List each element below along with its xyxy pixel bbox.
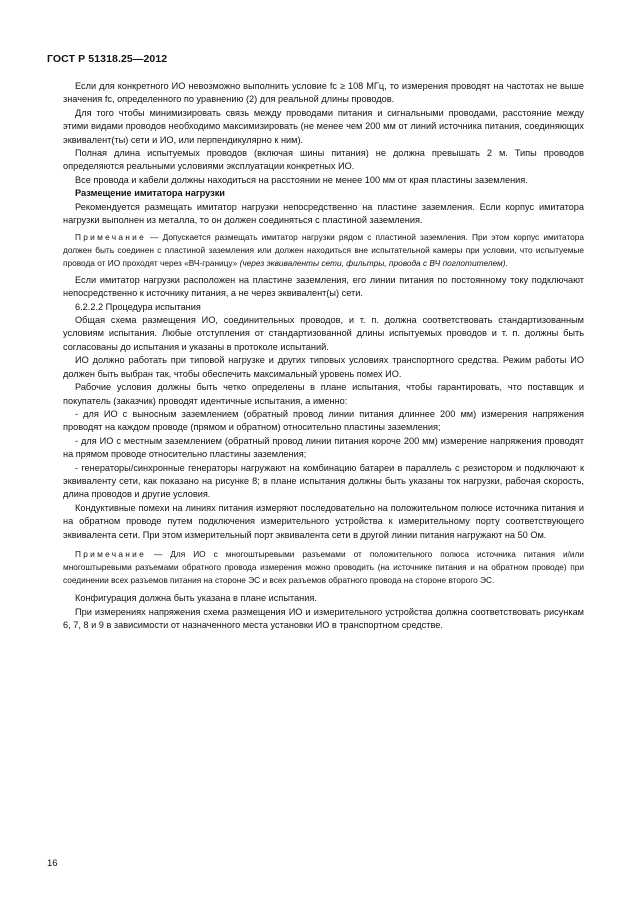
paragraph: Конфигурация должна быть указана в плане испытания.: [75, 593, 317, 604]
note: [63, 231, 584, 269]
note-text: — Допускается размещать имитатор нагрузки рядом с пластиной заземления. При этом корпус имитатора должен быть соединен с пластиной заземления или должен находиться вне испытательной камеры при условии, что испытуемые провода от ИО проходят через «ВЧ-границу»: [63, 232, 584, 269]
paragraph: Рекомендуется размещать имитатор нагрузки непосредственно на пластине заземления. Если корпус имитатора нагрузки выполнен из металла, то он должен соединяться с пластиной заземления.: [63, 201, 584, 226]
list-item: - для ИО с местным заземлением (обратный провод линии питания короче 200 мм) измерение напряжения проводят на прямом проводе относительно пластины заземления;: [63, 435, 584, 460]
document-header: ГОСТ Р 51318.25—2012: [47, 53, 168, 65]
paragraph: Если для конкретного ИО невозможно выполнить условие fc ≥ 108 МГц, то измерения проводят на частотах не выше значения fc, определенного по уравнению (2) для реальной длины проводов.: [63, 81, 584, 105]
document-body: [63, 80, 584, 633]
section-heading: Размещение имитатора нагрузки: [75, 188, 225, 199]
paragraph: Все провода и кабели должны находиться на расстоянии не менее 100 мм от края пластины заземления.: [75, 174, 528, 185]
note-text-italic: (через эквиваленты сети, фильтры, провода с ВЧ поглотителем).: [239, 258, 508, 269]
page-number: 16: [47, 858, 58, 869]
note-text: — Для ИО с многоштыревыми разъемами от положительного полюса источника питания и/или многоштыревыми разъемами обратного провода измерения можно проводить (на источнике питания и на обратном проводе) при соединении всех разъемов питания на стороне ЭС и всех разъемов обратного провода на стороне второго ЭС.: [63, 548, 584, 585]
subsection-heading: 6.2.2.2 Процедура испытания: [75, 301, 201, 312]
list-item: - генераторы/синхронные генераторы нагружают на комбинацию батареи в параллель с резистором и подключают к эквиваленту сети, как показано на рисунке 8; в плане испытания должны быть указаны ток нагрузки, рабочая скорость, длина проводов и другие условия.: [63, 462, 584, 500]
paragraph: При измерениях напряжения схема размещения ИО и измерительного устройства должна соответствовать рисункам 6, 7, 8 и 9 в зависимости от назначенного места установки ИО в транспортном средстве.: [63, 606, 584, 631]
note: [63, 548, 584, 586]
paragraph: Если имитатор нагрузки расположен на пластине заземления, его линии питания по постоянному току подключают непосредственно к источнику питания, а не через эквивалент(ы) сети.: [63, 274, 584, 299]
paragraph: Кондуктивные помехи на линиях питания измеряют последовательно на положительном полюсе источника питания и на обратном проводе путем подключения измерительного устройства к измерительному порту соответствующего эквивалента сети. При этом измерительный порт эквивалента сети в другой линии питания нагружают на 50 Ом.: [63, 502, 584, 540]
paragraph: Для того чтобы минимизировать связь между проводами питания и сигнальными проводами, расстояние между этими видами проводов необходимо максимизировать (не менее чем 200 мм от линий источника питания, соединяющих эквивалент(ты) сети и ИО, или перпендикулярно к ним).: [63, 107, 584, 145]
note-label: Примечание: [75, 232, 147, 243]
list-item: - для ИО с выносным заземлением (обратный провод линии питания длиннее 200 мм) измерения напряжения проводят на каждом проводе (прямом и обратном) относительно пластины заземления;: [63, 408, 584, 433]
paragraph: ИО должно работать при типовой нагрузке и других типовых условиях транспортного средства. Режим работы ИО должен быть выбран так, чтобы обеспечить максимальный уровень помех ИО.: [63, 355, 584, 379]
paragraph: Полная длина испытуемых проводов (включая шины питания) не должна превышать 2 м. Типы проводов определяются реальными условиями эксплуатации конкретных ИО.: [63, 148, 584, 172]
note-label: Примечание: [75, 548, 147, 559]
paragraph: Рабочие условия должны быть четко определены в плане испытания, чтобы гарантировать, что поставщик и покупатель (заказчик) проводят идентичные испытания, а именно:: [63, 382, 584, 406]
paragraph: Общая схема размещения ИО, соединительных проводов, и т. п. должна соответствовать стандартизованным условиям испытания. Любые отступления от стандартизованной длины испытуемых проводов и т. п. должны быть согласованы до испытания и указаны в протоколе испытаний.: [63, 315, 584, 352]
